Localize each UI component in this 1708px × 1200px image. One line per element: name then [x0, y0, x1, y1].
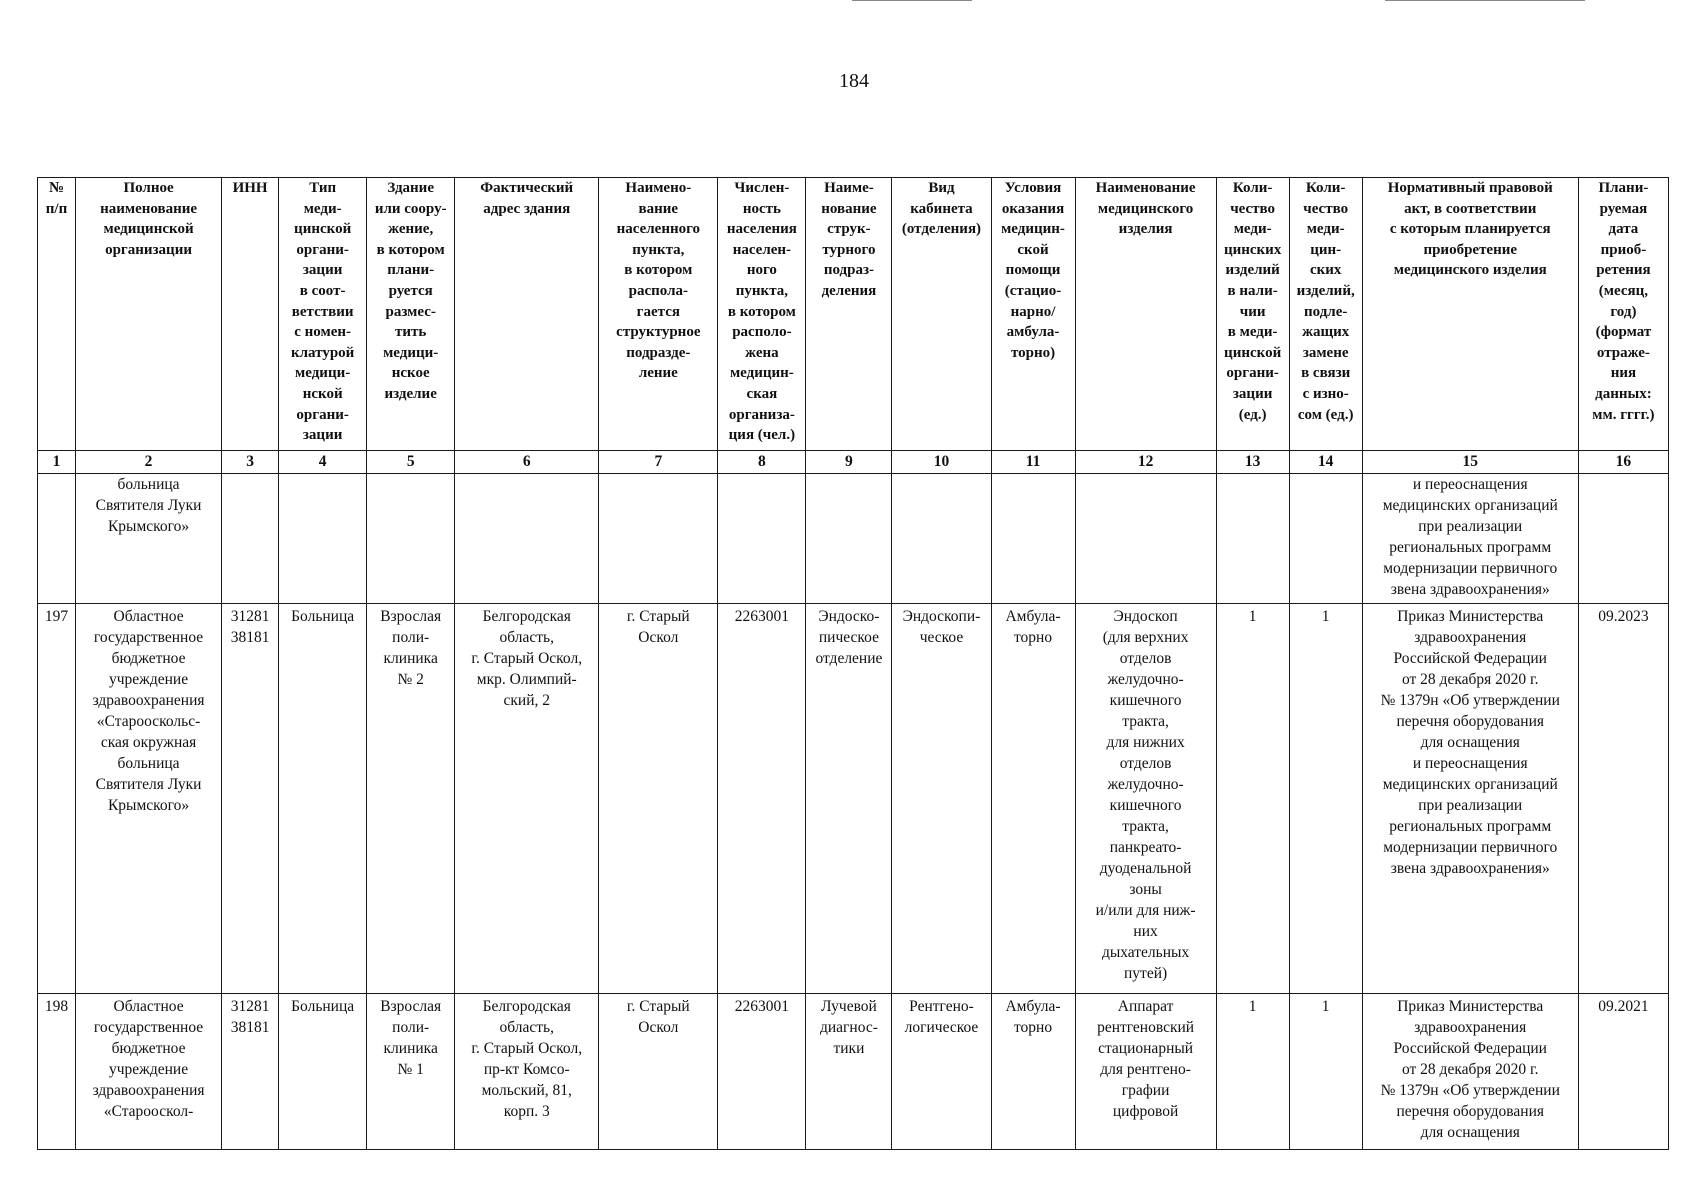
- page-number: 184: [839, 70, 869, 92]
- header-cell: Здание или соору- жение, в котором плани- руется размес- тить медици- нское изделие: [367, 178, 455, 451]
- population-cell: 2263001: [718, 604, 806, 994]
- column-number: 5: [367, 451, 455, 474]
- date-cell: 09.2023: [1578, 604, 1668, 994]
- org-name-cell: Областное государственное бюджетное учреждение здравоохранения «Старооскольс- ская окружная больница Святителя Луки Крымского»: [76, 604, 222, 994]
- table-cell: [1075, 474, 1216, 604]
- continuation-row: [38, 474, 1669, 604]
- legal-act-cell: и переоснащения медицинских организаций при реализации региональных программ модернизации первичного звена здравоохранения»: [1362, 474, 1578, 604]
- scan-edge-line: [1385, 0, 1585, 1]
- column-number: 13: [1216, 451, 1289, 474]
- date-cell: 09.2021: [1578, 994, 1668, 1150]
- table-cell: [991, 474, 1075, 604]
- cabinet-cell: Эндоскопи- ческое: [892, 604, 991, 994]
- header-cell: Фактический адрес здания: [455, 178, 599, 451]
- header-cell: Тип меди- цинской органи- зации в соот- ветствии с номен- клатурой медици- нской органи- зации: [279, 178, 367, 451]
- unit-cell: Лучевой диагнос- тики: [806, 994, 892, 1150]
- column-number: 14: [1289, 451, 1362, 474]
- row-number-cell: 198: [38, 994, 76, 1150]
- header-cell: Числен- ность населения населен- ного пункта, в котором располо- жена медицин- ская организа- ция (чел.): [718, 178, 806, 451]
- device-cell: Аппарат рентгеновский стационарный для рентгено- графии цифровой: [1075, 994, 1216, 1150]
- header-cell: Коли- чество меди- цинских изделий в нали- чии в меди- цинской органи- зации (ед.): [1216, 178, 1289, 451]
- table-cell: [455, 474, 599, 604]
- device-cell: Эндоскоп (для верхних отделов желудочно- кишечного тракта, для нижних отделов желудочно- кишечного тракта, панкреато- дуоденальной зоны и/или для ниж- них дыхательных путей): [1075, 604, 1216, 994]
- row-number-cell: 197: [38, 604, 76, 994]
- header-cell: Коли- чество меди- цин- ских изделий, подле- жащих замене в связи с изно- сом (ед.): [1289, 178, 1362, 451]
- column-number: 15: [1362, 451, 1578, 474]
- column-number: 10: [892, 451, 991, 474]
- header-cell: Нормативный правовой акт, в соответствии с которым планируется приобретение медицинского изделия: [1362, 178, 1578, 451]
- locality-cell: г. Старый Оскол: [599, 604, 718, 994]
- qty-replace-cell: 1: [1289, 994, 1362, 1150]
- column-number: 3: [222, 451, 279, 474]
- conditions-cell: Амбула- торно: [991, 604, 1075, 994]
- header-cell: Полное наименование медицинской организации: [76, 178, 222, 451]
- inn-cell: 31281 38181: [222, 994, 279, 1150]
- column-number-row: [38, 451, 1669, 474]
- address-cell: Белгородская область, г. Старый Оскол, пр-кт Комсо- мольский, 81, корп. 3: [455, 994, 599, 1150]
- cabinet-cell: Рентгено- логическое: [892, 994, 991, 1150]
- column-number: 12: [1075, 451, 1216, 474]
- address-cell: Белгородская область, г. Старый Оскол, мкр. Олимпий- ский, 2: [455, 604, 599, 994]
- table-cell: [806, 474, 892, 604]
- table-cell: [38, 474, 76, 604]
- qty-available-cell: 1: [1216, 994, 1289, 1150]
- locality-cell: г. Старый Оскол: [599, 994, 718, 1150]
- table-cell: [1578, 474, 1668, 604]
- org-type-cell: Больница: [279, 604, 367, 994]
- header-cell: Вид кабинета (отделения): [892, 178, 991, 451]
- column-number: 8: [718, 451, 806, 474]
- column-number: 2: [76, 451, 222, 474]
- legal-act-cell: Приказ Министерства здравоохранения Российской Федерации от 28 декабря 2020 г. № 1379н «Об утверждении перечня оборудования для оснащения и переоснащения медицинских организаций при реализации региональных программ модернизации первичного звена здравоохранения»: [1362, 604, 1578, 994]
- header-cell: Наиме- нование струк- турного подраз- деления: [806, 178, 892, 451]
- header-cell: Наименование медицинского изделия: [1075, 178, 1216, 451]
- header-cell: ИНН: [222, 178, 279, 451]
- unit-cell: Эндоско- пическое отделение: [806, 604, 892, 994]
- header-cell: Наимено- вание населенного пункта, в котором распола- гается структурное подразде- ление: [599, 178, 718, 451]
- table-cell: [279, 474, 367, 604]
- org-name-cell: Областное государственное бюджетное учреждение здравоохранения «Старооскол-: [76, 994, 222, 1150]
- equipment-registry-table: [37, 177, 1669, 1150]
- table-cell: [1216, 474, 1289, 604]
- table-row: [38, 994, 1669, 1150]
- building-cell: Взрослая поли- клиника № 1: [367, 994, 455, 1150]
- header-cell: № п/п: [38, 178, 76, 451]
- table-cell: [367, 474, 455, 604]
- table-cell: [718, 474, 806, 604]
- column-number: 1: [38, 451, 76, 474]
- inn-cell: 31281 38181: [222, 604, 279, 994]
- column-number: 16: [1578, 451, 1668, 474]
- column-number: 6: [455, 451, 599, 474]
- column-number: 9: [806, 451, 892, 474]
- scan-edge-line: [852, 0, 972, 1]
- column-number: 11: [991, 451, 1075, 474]
- legal-act-cell: Приказ Министерства здравоохранения Российской Федерации от 28 декабря 2020 г. № 1379н «Об утверждении перечня оборудования для оснащения: [1362, 994, 1578, 1150]
- building-cell: Взрослая поли- клиника № 2: [367, 604, 455, 994]
- header-cell: Плани- руемая дата приоб- ретения (месяц, год) (формат отраже- ния данных: мм. гггг.): [1578, 178, 1668, 451]
- header-row: [38, 178, 1669, 451]
- org-name-cell: больница Святителя Луки Крымского»: [76, 474, 222, 604]
- population-cell: 2263001: [718, 994, 806, 1150]
- org-type-cell: Больница: [279, 994, 367, 1150]
- table-row: [38, 604, 1669, 994]
- conditions-cell: Амбула- торно: [991, 994, 1075, 1150]
- column-number: 4: [279, 451, 367, 474]
- table-cell: [222, 474, 279, 604]
- column-number: 7: [599, 451, 718, 474]
- qty-available-cell: 1: [1216, 604, 1289, 994]
- header-cell: Условия оказания медицин- ской помощи (стацио- нарно/ амбула- торно): [991, 178, 1075, 451]
- table-cell: [892, 474, 991, 604]
- table-cell: [1289, 474, 1362, 604]
- table-cell: [599, 474, 718, 604]
- qty-replace-cell: 1: [1289, 604, 1362, 994]
